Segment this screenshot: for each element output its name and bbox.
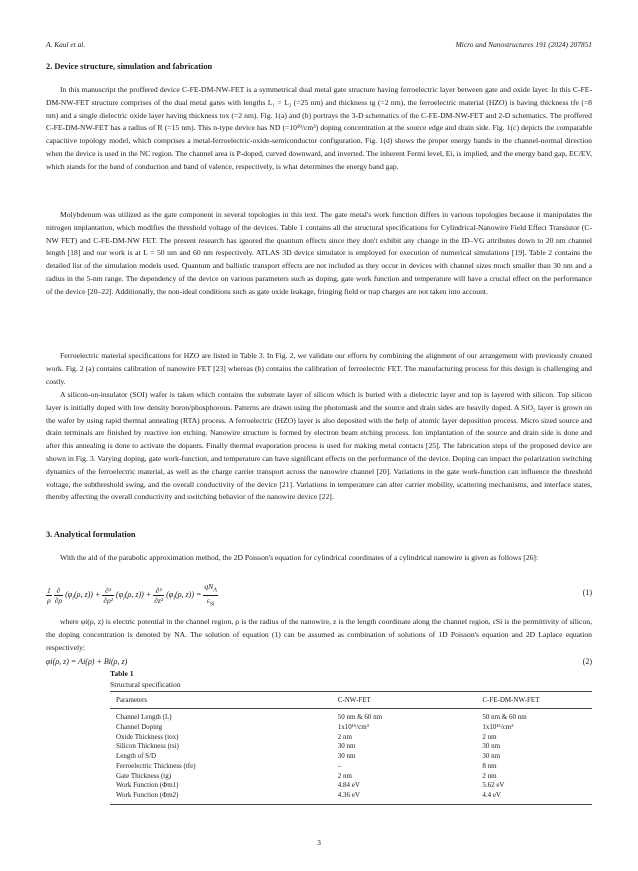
table-cell: Channel Length (L)	[116, 713, 172, 721]
section-2-paragraph-2: Molybdenum was utilized as the gate component in several topologies in this text. The gate metal's work function differs in various topologies because it manipulates the nitrogen implantation, which modifies the threshold voltage of the devices. Table 1 contains all the structural specifications for Cylindrical-Nanowire Field Effect Transistor (C-NW FET) and C-FE-DM-NW FET. The present research has ignored the quantum effects since they don't exhibit any change in the ID–VG attributes down to 20 nm channel length [18] and our work is at L = 50 nm and 60 nm respectively. ATLAS 3D device simulator is employed for execution of numerical simulations [19]. Table 2 contains the detailed list of the simulation models used. Quantum and ballistic transport effects are not included as they occur in devices with channel sizes much smaller than 30 nm and a radius in the 5-nm range. The dependency of the device on various parameters such as doping, gate work function and temperature will have a crucial effect on the performance of the device [20–22]. Additionally, the non-ideal conditions such as gate oxide leakage, fringing field or trap charges are not taken into account.	[46, 210, 592, 296]
equation-1: $\frac{1}{\rho}$ $\frac{\partial}{\partial\rho}$ ($\varphi_i(\rho$, z)) + $\frac{\text{∂²}}{\text{∂ρ²}}$ ($\varphi_i(\rho$, z)) + $\frac{\text{∂²}}{\text{∂z²}}$ ($\varphi_i(\rho$, z)) = $\frac{qN_A}{\varepsilon_{Si}}$ (1)	[47, 582, 592, 607]
table-row	[110, 732, 592, 742]
table-cell: 1x10¹⁶/cm³	[482, 722, 514, 731]
section-2-heading: 2. Device structure, simulation and fabrication	[46, 62, 213, 71]
table-1-subtitle: Structural specification	[110, 680, 181, 689]
table-row	[110, 752, 592, 762]
equation-2	[46, 657, 592, 666]
section-2-paragraph-4: A silicon-on-insulator (SOI) wafer is taken which contains the substrate layer of silicon which is buried with a dielectric layer and top is layered with silicon. Top silicon layer is initially doped with low density boron/phosphorous. Patterns are drawn using the photomask and the source and drain sides are heavily doped. A SiO₂ layer is grown on the wafer by using rapid thermal annealing (RTA) process. A ferroelectric (HZO) layer is also deposited with the help of atomic layer deposition process. Micro sized source and drain terminals are finished by reactive ion etching. Nanowire structure is formed by electron beam etching process. Ion implantation of the source and drain side is done and after this annealing is done to activate the dopants. Finally thermal evaporation process is used for making metal contacts [25]. The fabrication steps of the proposed device are shown in Fig. 3. Varying doping, gate work-function, and temperature can have significant effects on the performance of the device. Doping can impact the polarization switching dynamics of the ferroelectric material, as well as the charge carrier transport across the nanowire channel [20]. Variations in the gate work-function can influence the threshold voltage, the subthreshold swing, and the overall conductivity of the device [21]. Variations in temperature can alter carrier mobility, scattering mechanisms, and interface states, thereby affecting the overall conductivity and switching behavior of the nanowire device [22].	[46, 390, 592, 502]
table-cell: 30 nm	[337, 742, 356, 751]
table-header-cell: C-FE-DM-NW-FET	[476, 692, 592, 709]
table-row	[110, 722, 592, 732]
table-header-row	[110, 692, 592, 709]
table-cell: 30 nm	[482, 752, 501, 761]
equation-1-number: (1)	[582, 588, 592, 597]
table-row	[110, 791, 592, 805]
table-cell: 4.4 eV	[476, 791, 592, 805]
table-cell: 2 nm	[482, 771, 497, 780]
table-1-title: Table 1	[110, 669, 134, 678]
table-row	[110, 742, 592, 752]
table-cell: Length of S/D	[116, 752, 157, 761]
header-journal: Micro and Nanostructures 191 (2024) 207851	[455, 40, 592, 49]
table-cell: Silicon Thickness (tsi)	[116, 742, 179, 751]
table-cell: 4.84 eV	[337, 781, 360, 790]
table-row	[110, 781, 592, 791]
table-cell: 1x10¹⁶/cm³	[337, 722, 369, 731]
table-cell: 30 nm	[482, 742, 501, 751]
table-row	[110, 709, 592, 723]
table-cell: 2 nm	[337, 771, 352, 780]
section-2-paragraph-1: In this manuscript the proffered device C-FE-DM-NW-FET is a symmetrical dual metal gate structure having ferroelectric layer between gate and oxide layer. In this C-FE-DM-NW-FET structure comprises of the dual metal gates with lengths L₁ = L₂ (=25 nm) and thickness tg (=2 nm), the ferroelectric material (HZO) is having thickness tfe (=8 nm) and a single dielectric oxide layer having thickness tox (=2 nm). Fig. 1(a) and (b) portrays the 3-D schematics of the C-FE-DM-NW-FET and 2-D schematics. The proffered C-FE-DM-NW-FET has a radius of R (=15 nm). This n-type device has ND (=10¹⁹/cm³) doping concentration at the source edge and drain side. Fig. 1(c) depicts the comparable capacitive topology model, which comprises a metal-ferroelectric-oxide-semiconductor configuration. Fig. 1(d) shows the proper energy bands in the channel-normal direction when the device is used in the NC region. The channel area is P-doped, curved downward, and inverted. The inherent Fermi level, Ei, is implied, and the energy band gap, EC/EV, which stands for the band of conduction and band of valence, respectively, is what determines the energy band gap.	[46, 85, 592, 171]
table-cell: 50 nm & 60 nm	[482, 713, 527, 721]
table-cell: 30 nm	[337, 752, 356, 761]
equation-2-number: (2)	[582, 657, 592, 666]
table-cell: 50 nm & 60 nm	[337, 713, 383, 721]
table-cell: 5.62 eV	[482, 781, 505, 790]
section-3-heading: 3. Analytical formulation	[46, 530, 136, 539]
table-cell: 2 nm	[337, 732, 352, 741]
section-3-paragraph-2: where φi(ρ, z) is electric potential in the channel region, ρ is the radius of the nanowire, z is the length coordinate along the channel region, εSi is the permittivity of silicon, the doping concentration is denoted by NA. The solution of equation (1) can be assumed as combination of solutions of 1D Poisson's equation and 2D Laplace equation respectively:	[46, 617, 592, 652]
table-cell: Work Function (Φm2)	[110, 791, 332, 805]
table-cell: –	[337, 761, 342, 770]
table-cell: Oxide Thickness (tox)	[116, 732, 179, 741]
table-header-cell: Parameters	[110, 692, 332, 709]
page-number: 3	[317, 838, 321, 847]
table-header-cell: C-NW-FET	[332, 692, 477, 709]
table-cell: 8 nm	[482, 761, 497, 770]
header-authors: A. Kaul et al.	[46, 40, 86, 49]
table-row	[110, 771, 592, 781]
structural-specification-table	[110, 691, 592, 805]
table-cell: Ferroelectric Thickness (tfe)	[116, 761, 196, 770]
table-cell: Channel Doping	[116, 722, 163, 731]
table-row	[110, 761, 592, 771]
table-cell: Gate Thickness (tg)	[116, 771, 172, 780]
section-2-paragraph-3: Ferroelectric material specifications for HZO are listed in Table 3. In Fig. 2, we validate our efforts by combining the alignment of our arrangement with previously created work. Fig. 2 (a) contains calibration of nanowire FET [23] whereas (b) contains the calibration of ferroelectric FET. The manufacturing process for this design is challenging and costly.	[46, 351, 592, 386]
section-3-paragraph-1: With the aid of the parabolic approximation method, the 2D Poisson's equation for cylindrical coordinates of a cylindrical nanowire is given as follows [26]:	[60, 553, 539, 562]
equation-2-body: φi(ρ, z) = Ai(ρ) + Bi(ρ, z)	[46, 657, 128, 666]
table-cell: 2 nm	[482, 732, 497, 741]
table-cell: 4.36 eV	[332, 791, 477, 805]
table-cell: Work Function (Φm1)	[116, 781, 179, 790]
